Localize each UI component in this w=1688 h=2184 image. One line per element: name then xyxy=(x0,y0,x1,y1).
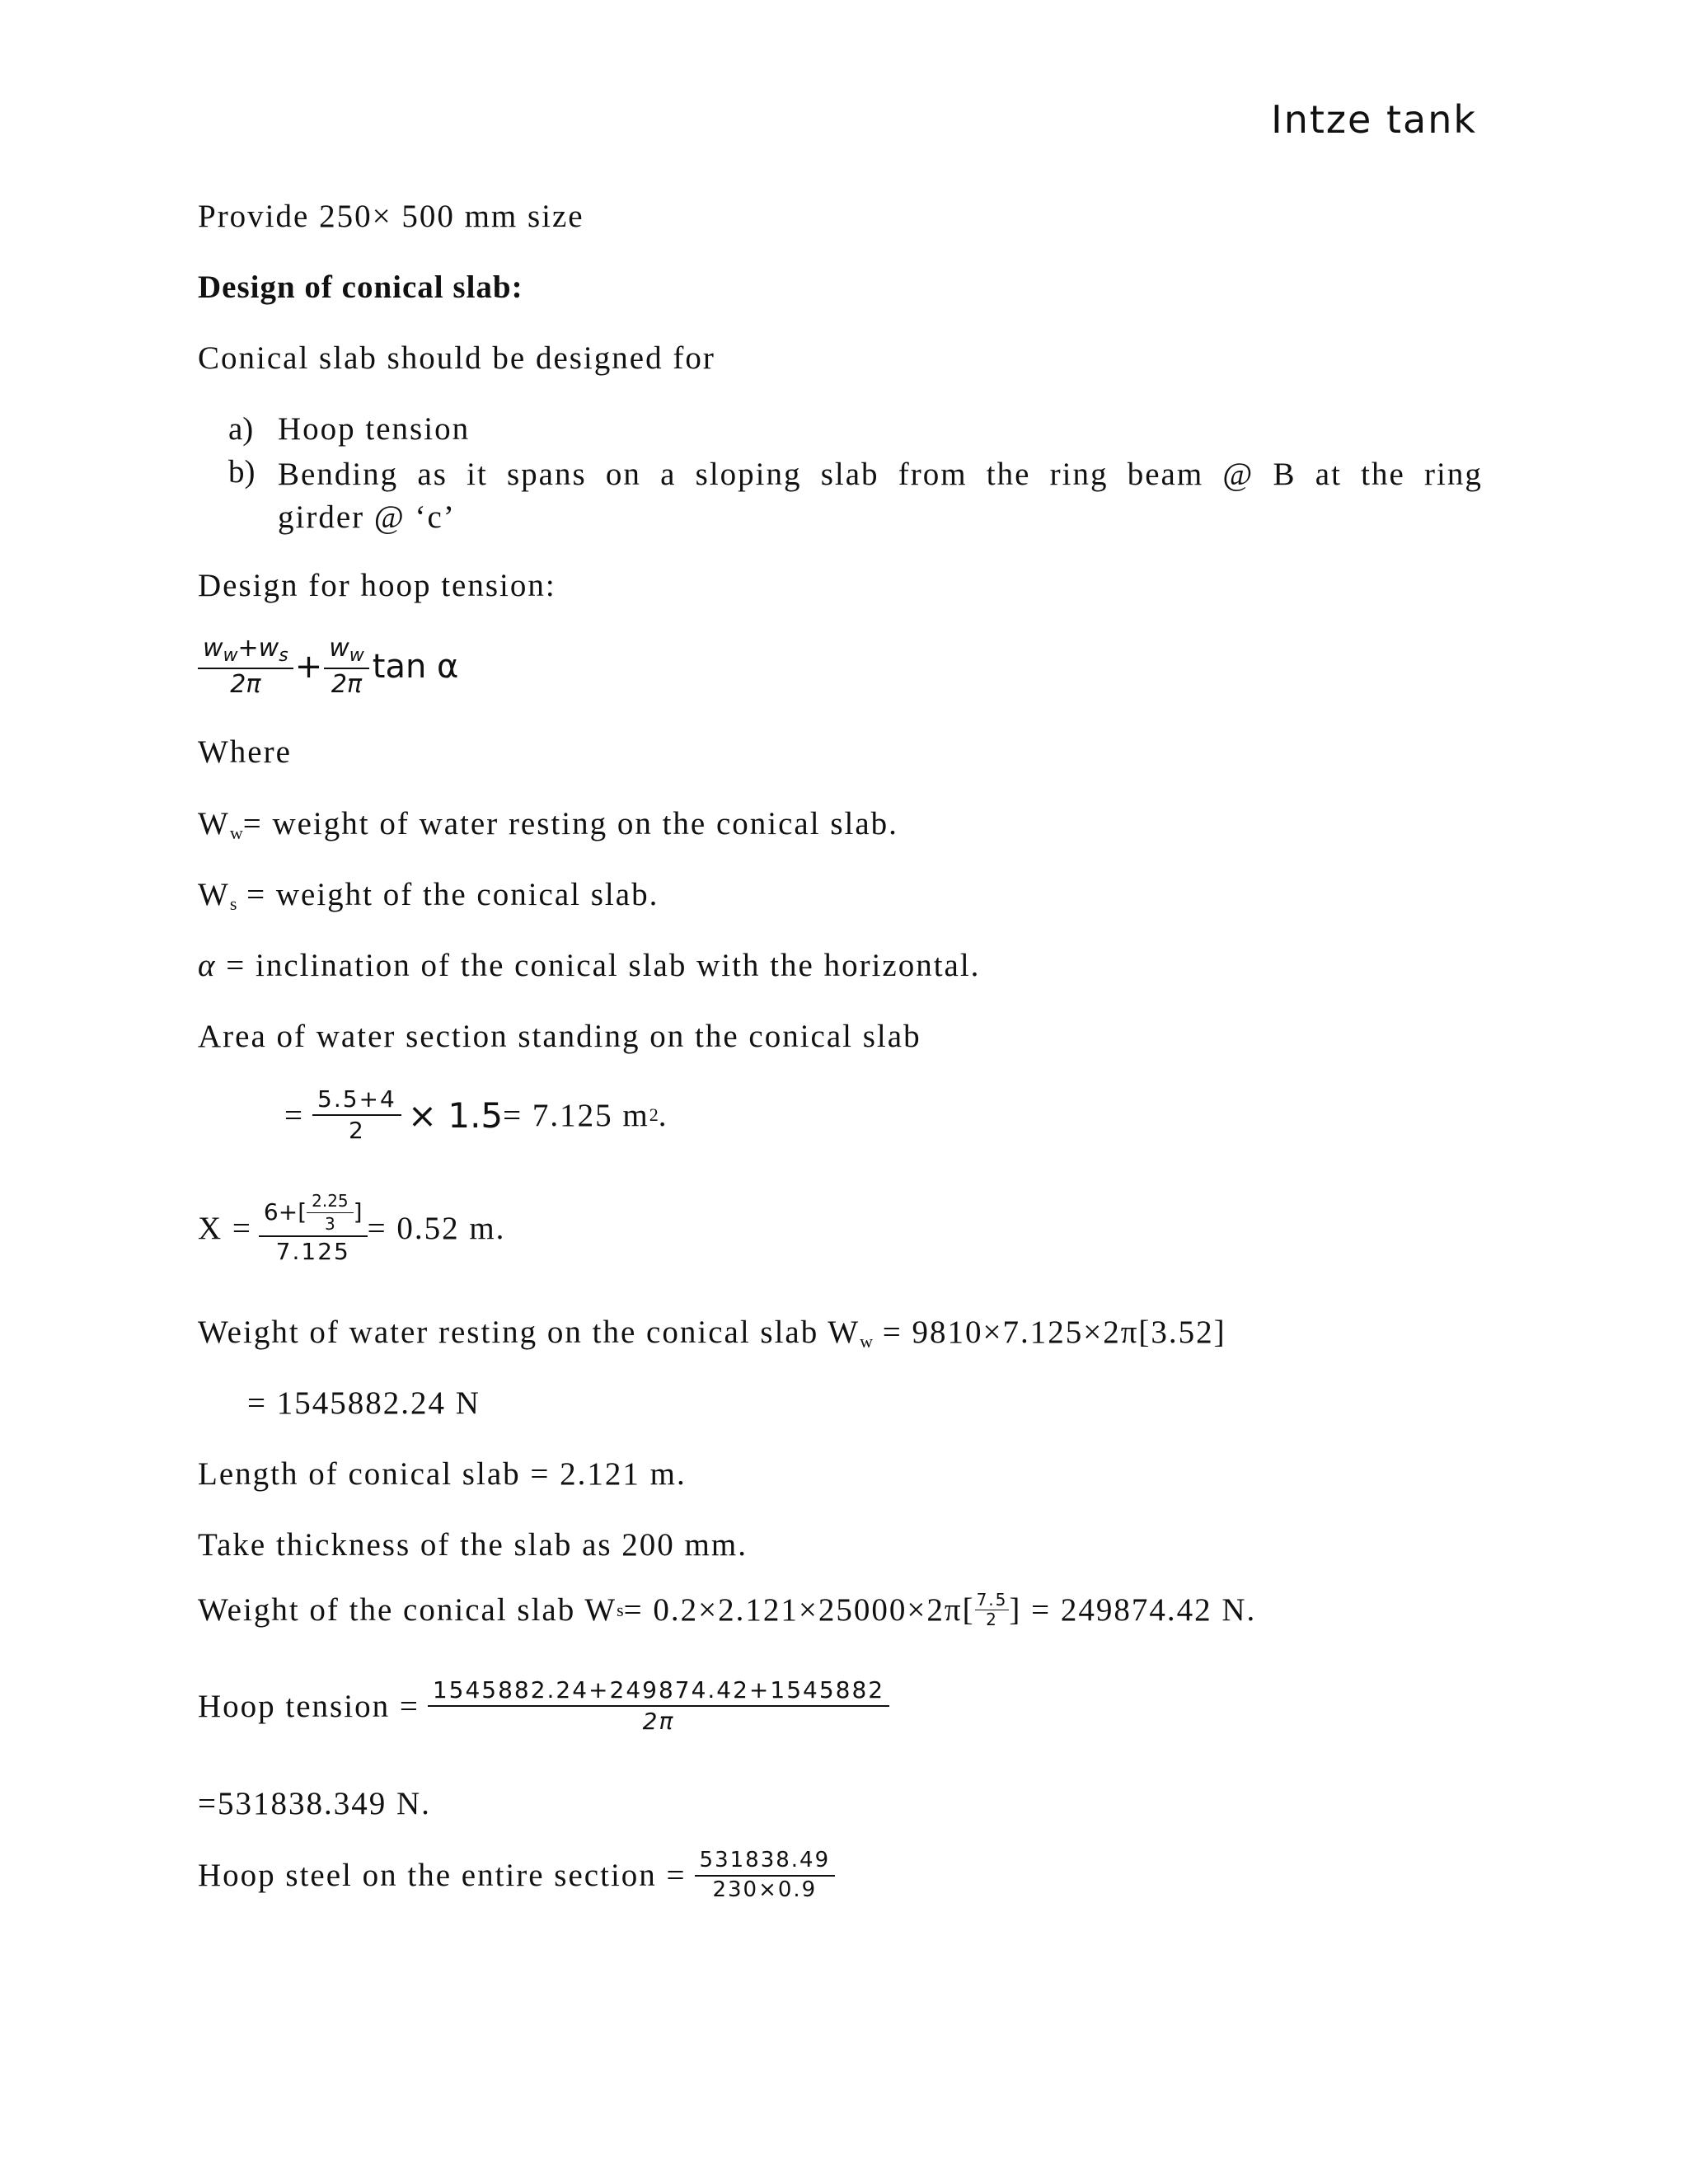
x-fraction: 6+[ $\frac{2.25}{3}$ ] 7.125 xyxy=(259,1192,368,1265)
list-item-b-word: spans xyxy=(507,457,587,492)
slab-fraction: $\frac{7.5}{2}$ xyxy=(976,1590,1008,1629)
list-item-b-word: the xyxy=(986,457,1031,492)
list-item-b-word: it xyxy=(467,457,488,492)
hoop-tension-result: =531838.349 N. xyxy=(198,1786,431,1821)
list-item-b-word: ring xyxy=(1049,457,1109,492)
weight-water-result: = 1545882.24 N xyxy=(247,1385,481,1421)
weight-water-line: Weight of water resting on the conical slab $W_w = 9810\times 7.125\times 2\pi[3.52]$ xyxy=(198,1315,1226,1352)
list-item-b-word: slab xyxy=(820,457,879,492)
ws-definition: $W_s$ = weight of the conical slab. xyxy=(198,877,659,914)
ww-definition: $W_w=$ weight of water resting on the conical slab. xyxy=(198,806,898,843)
list-item-b-word: a xyxy=(660,457,677,492)
hoop-tension-fraction: $\frac{1545882.24+249874.42+1545882}{2\pi}$ xyxy=(428,1677,889,1735)
hoop-design-line: Design for hoop tension: xyxy=(198,568,556,603)
list-item-b-word: on xyxy=(605,457,641,492)
list-item-b-word: as xyxy=(417,457,448,492)
list-item-b-word: sloping xyxy=(695,457,802,492)
x-formula: X = 6+[ $\frac{2.25}{3}$ ] 7.125 = 0.52 m. xyxy=(198,1191,506,1265)
list-item-b-word: @ xyxy=(1222,457,1254,492)
list-item-a: Hoop tension xyxy=(278,411,471,447)
formula-plus: + xyxy=(294,648,323,687)
list-item-b-word: Bending xyxy=(278,457,399,492)
list-item-b-word: B xyxy=(1273,457,1296,492)
list-item-b-word: at xyxy=(1315,457,1342,492)
formula-fraction-2: $\frac{w_w}{2\pi}$ xyxy=(324,635,369,700)
alpha-definition: α = inclination of the conical slab with the horizontal. xyxy=(198,948,981,983)
list-marker-a: a) xyxy=(228,411,254,447)
page-header: Intze tank xyxy=(1271,97,1477,142)
section-heading: Design of conical slab: xyxy=(198,269,523,305)
area-formula: = $\frac{5.5+4}{2}$ × 1.5 = 7.125 m 2 . xyxy=(284,1085,668,1145)
hoop-steel-fraction: $\frac{531838.49}{230\times 0.9}$ xyxy=(695,1849,836,1903)
hoop-formula xyxy=(198,635,458,700)
list-item-b-word: from xyxy=(898,457,968,492)
weight-slab-line: Weight of the conical slab W s = 0.2×2.121×25000×2π[ $\frac{7.5}{2}$ ] = 249874.42 N. xyxy=(198,1590,1257,1629)
formula-tan-alpha: tan α xyxy=(372,648,459,687)
list-item-b-line2: girder @ ‘c’ xyxy=(278,499,456,535)
area-fraction: $\frac{5.5+4}{2}$ xyxy=(312,1086,401,1144)
designed-for-line: Conical slab should be designed for xyxy=(198,340,715,376)
list-marker-b: b) xyxy=(228,454,256,490)
thickness-line: Take thickness of the slab as 200 mm. xyxy=(198,1527,748,1563)
hoop-tension-line: Hoop tension = $\frac{1545882.24+249874.42+1545882}{2\pi}$ xyxy=(198,1677,889,1735)
list-item-b-line1 xyxy=(278,453,1483,496)
length-line: Length of conical slab = 2.121 m. xyxy=(198,1456,687,1492)
list-item-b-word: ring xyxy=(1424,457,1483,492)
list-item-b-word: beam xyxy=(1127,457,1204,492)
provide-size-line: Provide 250× 500 mm size xyxy=(198,199,584,234)
where-line: Where xyxy=(198,734,292,770)
area-text: Area of water section standing on the conical slab xyxy=(198,1019,921,1054)
list-item-b xyxy=(278,453,1483,539)
formula-fraction-1: $\frac{w_w+w_s}{2\pi}$ xyxy=(198,635,293,700)
hoop-steel-line: Hoop steel on the entire section = $\frac{531838.49}{230\times 0.9}$ xyxy=(198,1849,835,1903)
x-inner-fraction: $\frac{2.25}{3}$ xyxy=(307,1192,354,1234)
list-item-b-word: the xyxy=(1361,457,1405,492)
